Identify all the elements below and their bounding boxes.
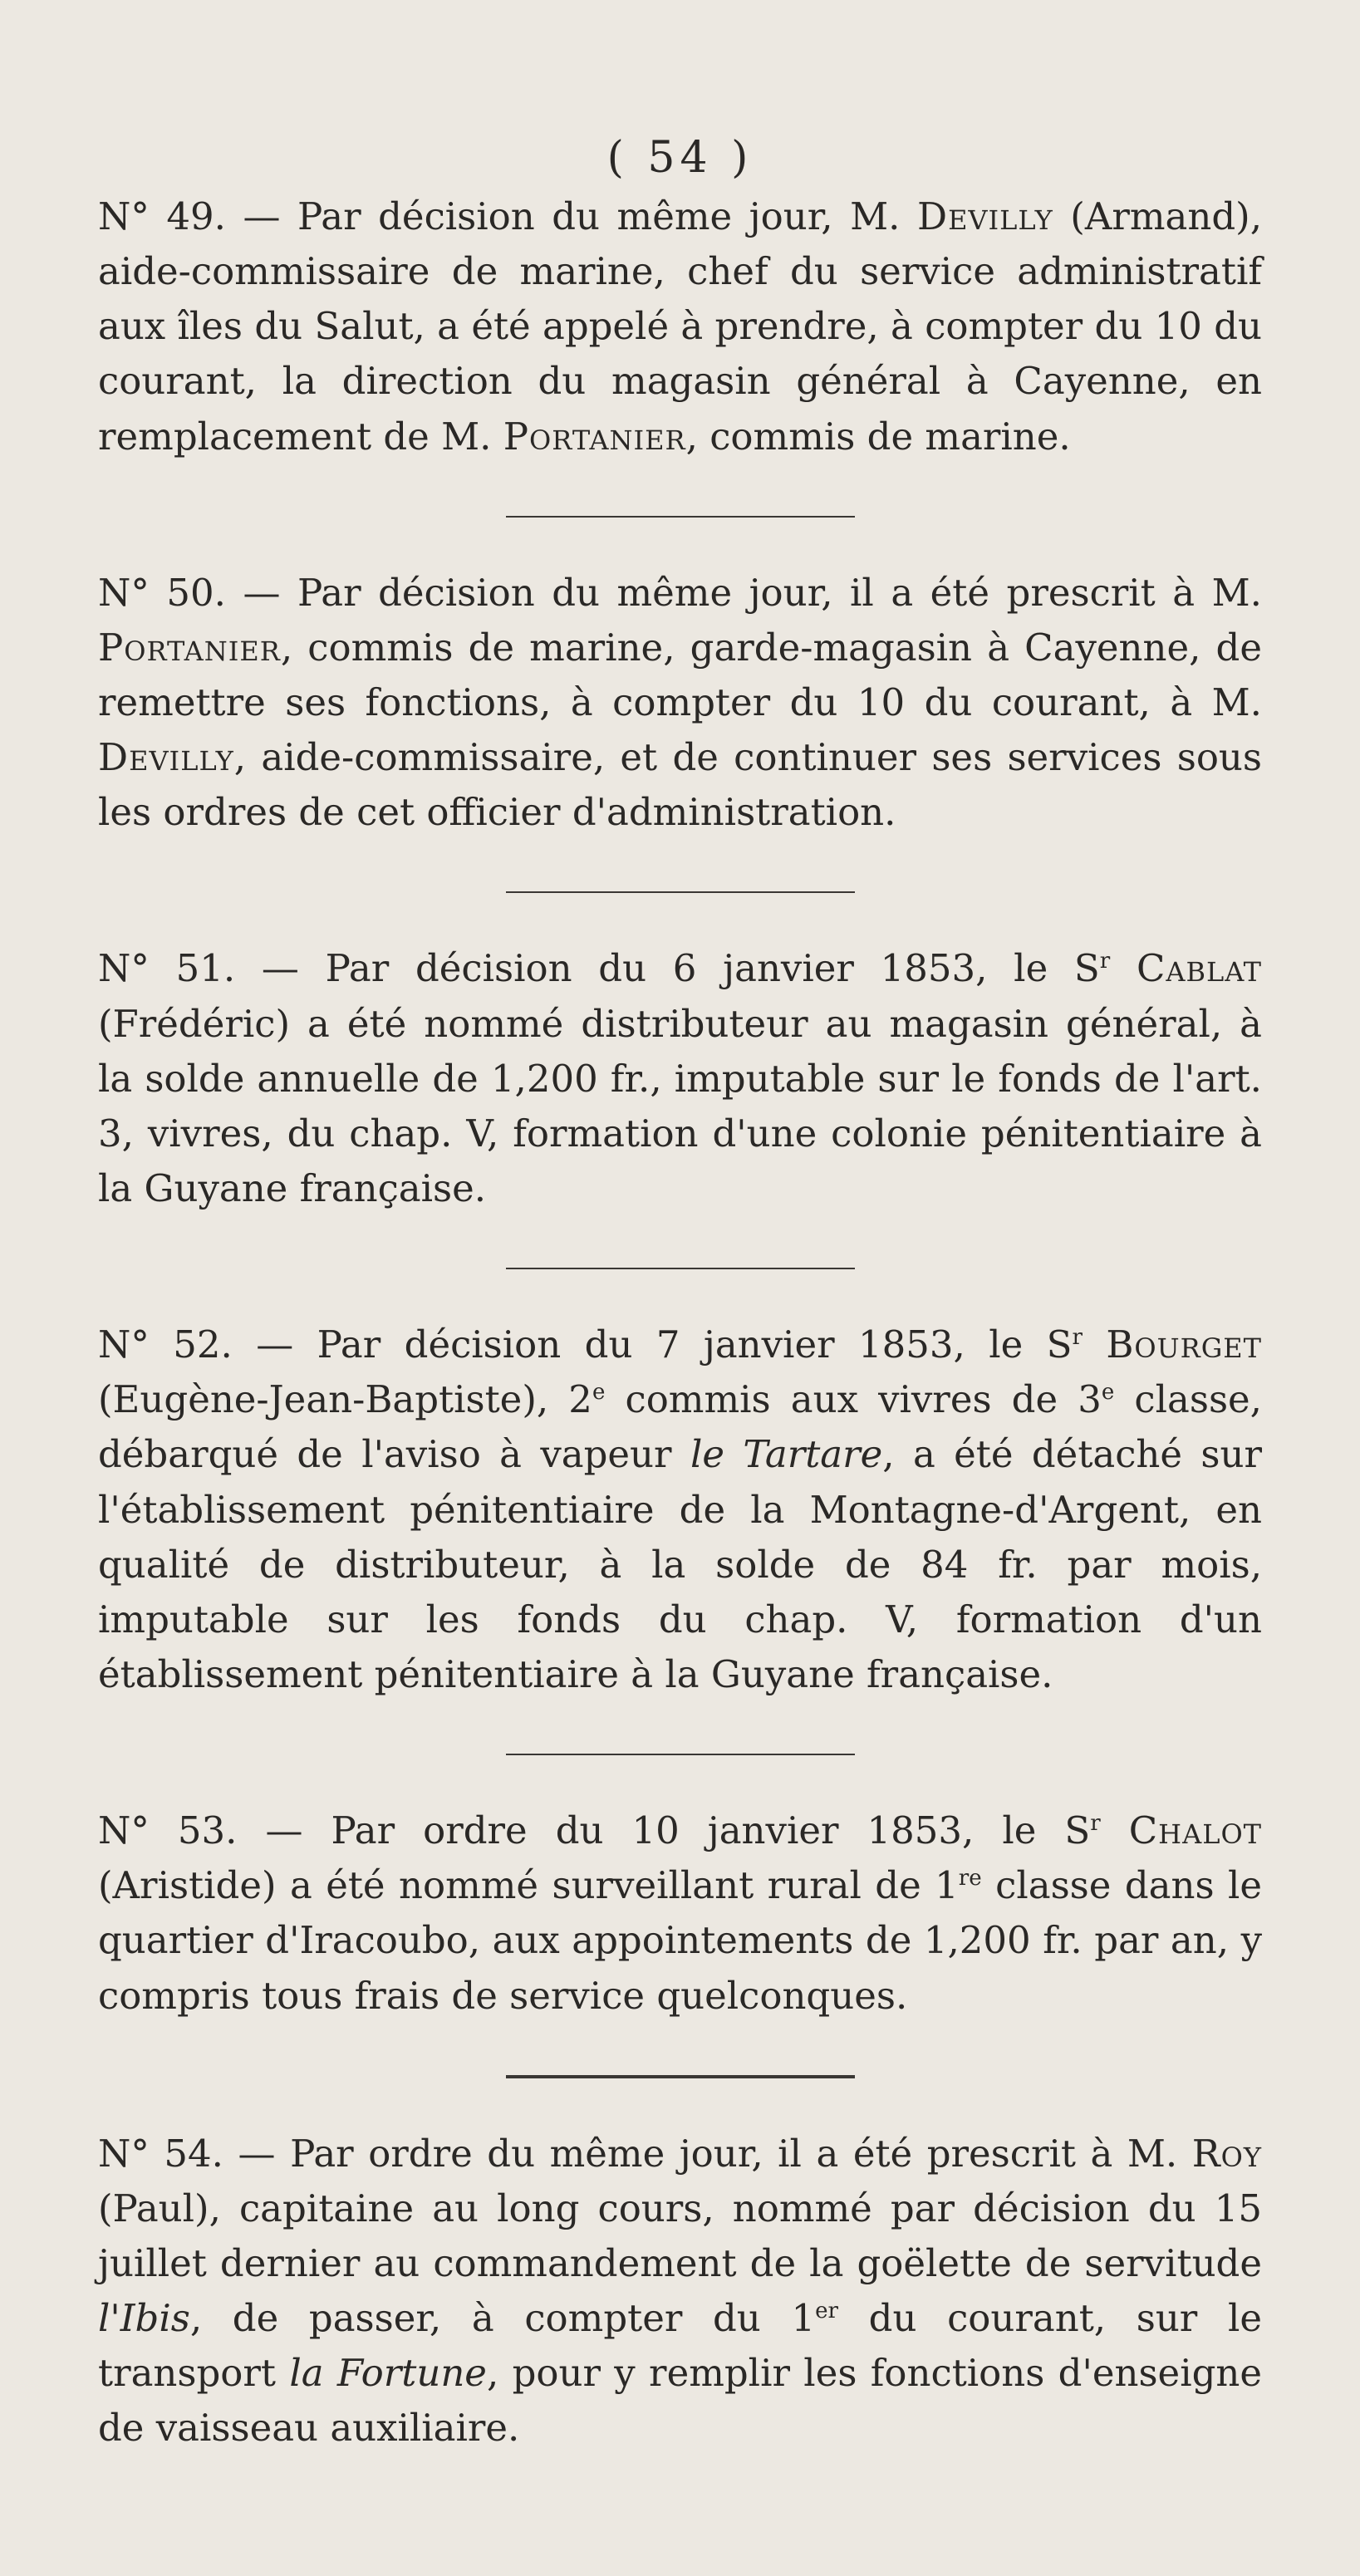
person-name: Roy — [1191, 2131, 1263, 2176]
superscript: er — [815, 2299, 838, 2324]
entry-text — [1110, 946, 1137, 990]
page-number: ( 54 ) — [606, 133, 754, 183]
entry-text: — Par ordre du 10 janvier 1853, le S — [265, 1808, 1091, 1853]
superscript: re — [958, 1866, 982, 1892]
entry-text: (Aristide) a été nommé surveillant rural de 1 — [98, 1863, 959, 1908]
superscript: r — [1090, 1811, 1101, 1837]
entry-text: (Eugène-Jean-Baptiste), 2 — [98, 1377, 592, 1422]
entry-text: classe, débarqué de l'aviso à vapeur — [98, 1377, 1262, 1477]
entry-number: N° 50. — [98, 570, 226, 615]
entry-51 — [98, 941, 1262, 1216]
superscript: r — [1099, 949, 1111, 974]
entry-text: (Paul), capitaine au long cours, nommé par décision du 15 juillet dernier au commandement de la goëlette de servitude — [98, 2186, 1262, 2285]
superscript: e — [1101, 1380, 1115, 1406]
entry-text: , de passer, à compter du 1 — [189, 2296, 816, 2341]
divider-rule — [506, 1754, 855, 1755]
entry-52 — [98, 1317, 1262, 1702]
entry-text: , a été détaché sur l'établissement pénitentiaire de la Montagne-d'Argent, en qualité de distributeur, à la solde de 84 fr. par mois, imputable sur les fonds du chap. V, formation d'un établissement pénitentiaire à la Guyane française. — [98, 1432, 1263, 1696]
entry-53 — [98, 1803, 1262, 2024]
ship-name: la Fortune — [289, 2351, 487, 2396]
person-name: Chalot — [1128, 1808, 1263, 1853]
entry-text: — Par ordre du même jour, il a été prescrit à M. — [238, 2131, 1192, 2176]
person-name: Devilly — [98, 735, 234, 780]
divider-rule — [506, 891, 855, 893]
entry-text: — Par décision du 6 janvier 1853, le S — [261, 946, 1100, 991]
person-name: Devilly — [916, 194, 1053, 238]
person-name: Cablat — [1136, 946, 1262, 991]
person-name: Bourget — [1106, 1322, 1262, 1367]
entry-number: N° 54. — [98, 2131, 223, 2176]
entry-text: , aide-commissaire, et de continuer ses services sous les ordres de cet officier d'administration. — [98, 735, 1262, 835]
entry-50 — [98, 566, 1262, 841]
superscript: r — [1072, 1325, 1083, 1351]
person-name: Portanier — [503, 414, 686, 459]
entry-text: , commis de marine, garde-magasin à Cayenne, de remettre ses fonctions, à compter du 10 du courant, à M. — [98, 625, 1262, 724]
entry-text: — Par décision du même jour, M. — [243, 194, 917, 238]
divider-rule — [506, 1268, 855, 1269]
ship-name: le Tartare — [690, 1432, 883, 1477]
entry-text: (Frédéric) a été nommé distributeur au magasin général, à la solde annuelle de 1,200 fr., imputable sur le fonds de l'art. 3, vivres, du chap. V, formation d'une colonie pénitentiaire à la Guyane française. — [98, 1001, 1262, 1210]
entry-text: , commis de marine. — [685, 414, 1071, 459]
person-name: Portanier — [98, 625, 281, 670]
entry-text: (Armand), aide-commissaire de marine, chef du service administratif aux îles du Salut, a été appelé à prendre, à compter du 10 du courant, la direction du magasin général à Cayenne, en remplacement de M. — [98, 194, 1262, 459]
entry-text: , pour y remplir les fonctions d'enseigne de vaisseau auxiliaire. — [98, 2351, 1262, 2451]
entry-number: N° 53. — [98, 1808, 238, 1853]
entry-text — [1101, 1808, 1129, 1852]
divider-rule — [506, 516, 855, 518]
ship-name: l'Ibis — [98, 2296, 190, 2341]
entry-text: classe dans le quartier d'Iracoubo, aux appointements de 1,200 fr. par an, y compris tous frais de service quelconques. — [98, 1863, 1262, 2018]
entry-49 — [98, 189, 1262, 464]
superscript: e — [592, 1380, 606, 1406]
entry-number: N° 51. — [98, 946, 236, 991]
entry-text — [1083, 1322, 1106, 1367]
entry-text: — Par décision du même jour, il a été prescrit à M. — [243, 570, 1262, 615]
entry-text: du courant, sur le transport — [98, 2296, 1262, 2396]
entry-54 — [98, 2127, 1262, 2456]
entry-number: N° 49. — [98, 194, 226, 238]
divider-rule — [506, 2075, 855, 2078]
entry-text: commis aux vivres de 3 — [605, 1377, 1102, 1422]
entry-number: N° 52. — [98, 1322, 233, 1367]
entry-text: — Par décision du 7 janvier 1853, le S — [256, 1322, 1073, 1367]
